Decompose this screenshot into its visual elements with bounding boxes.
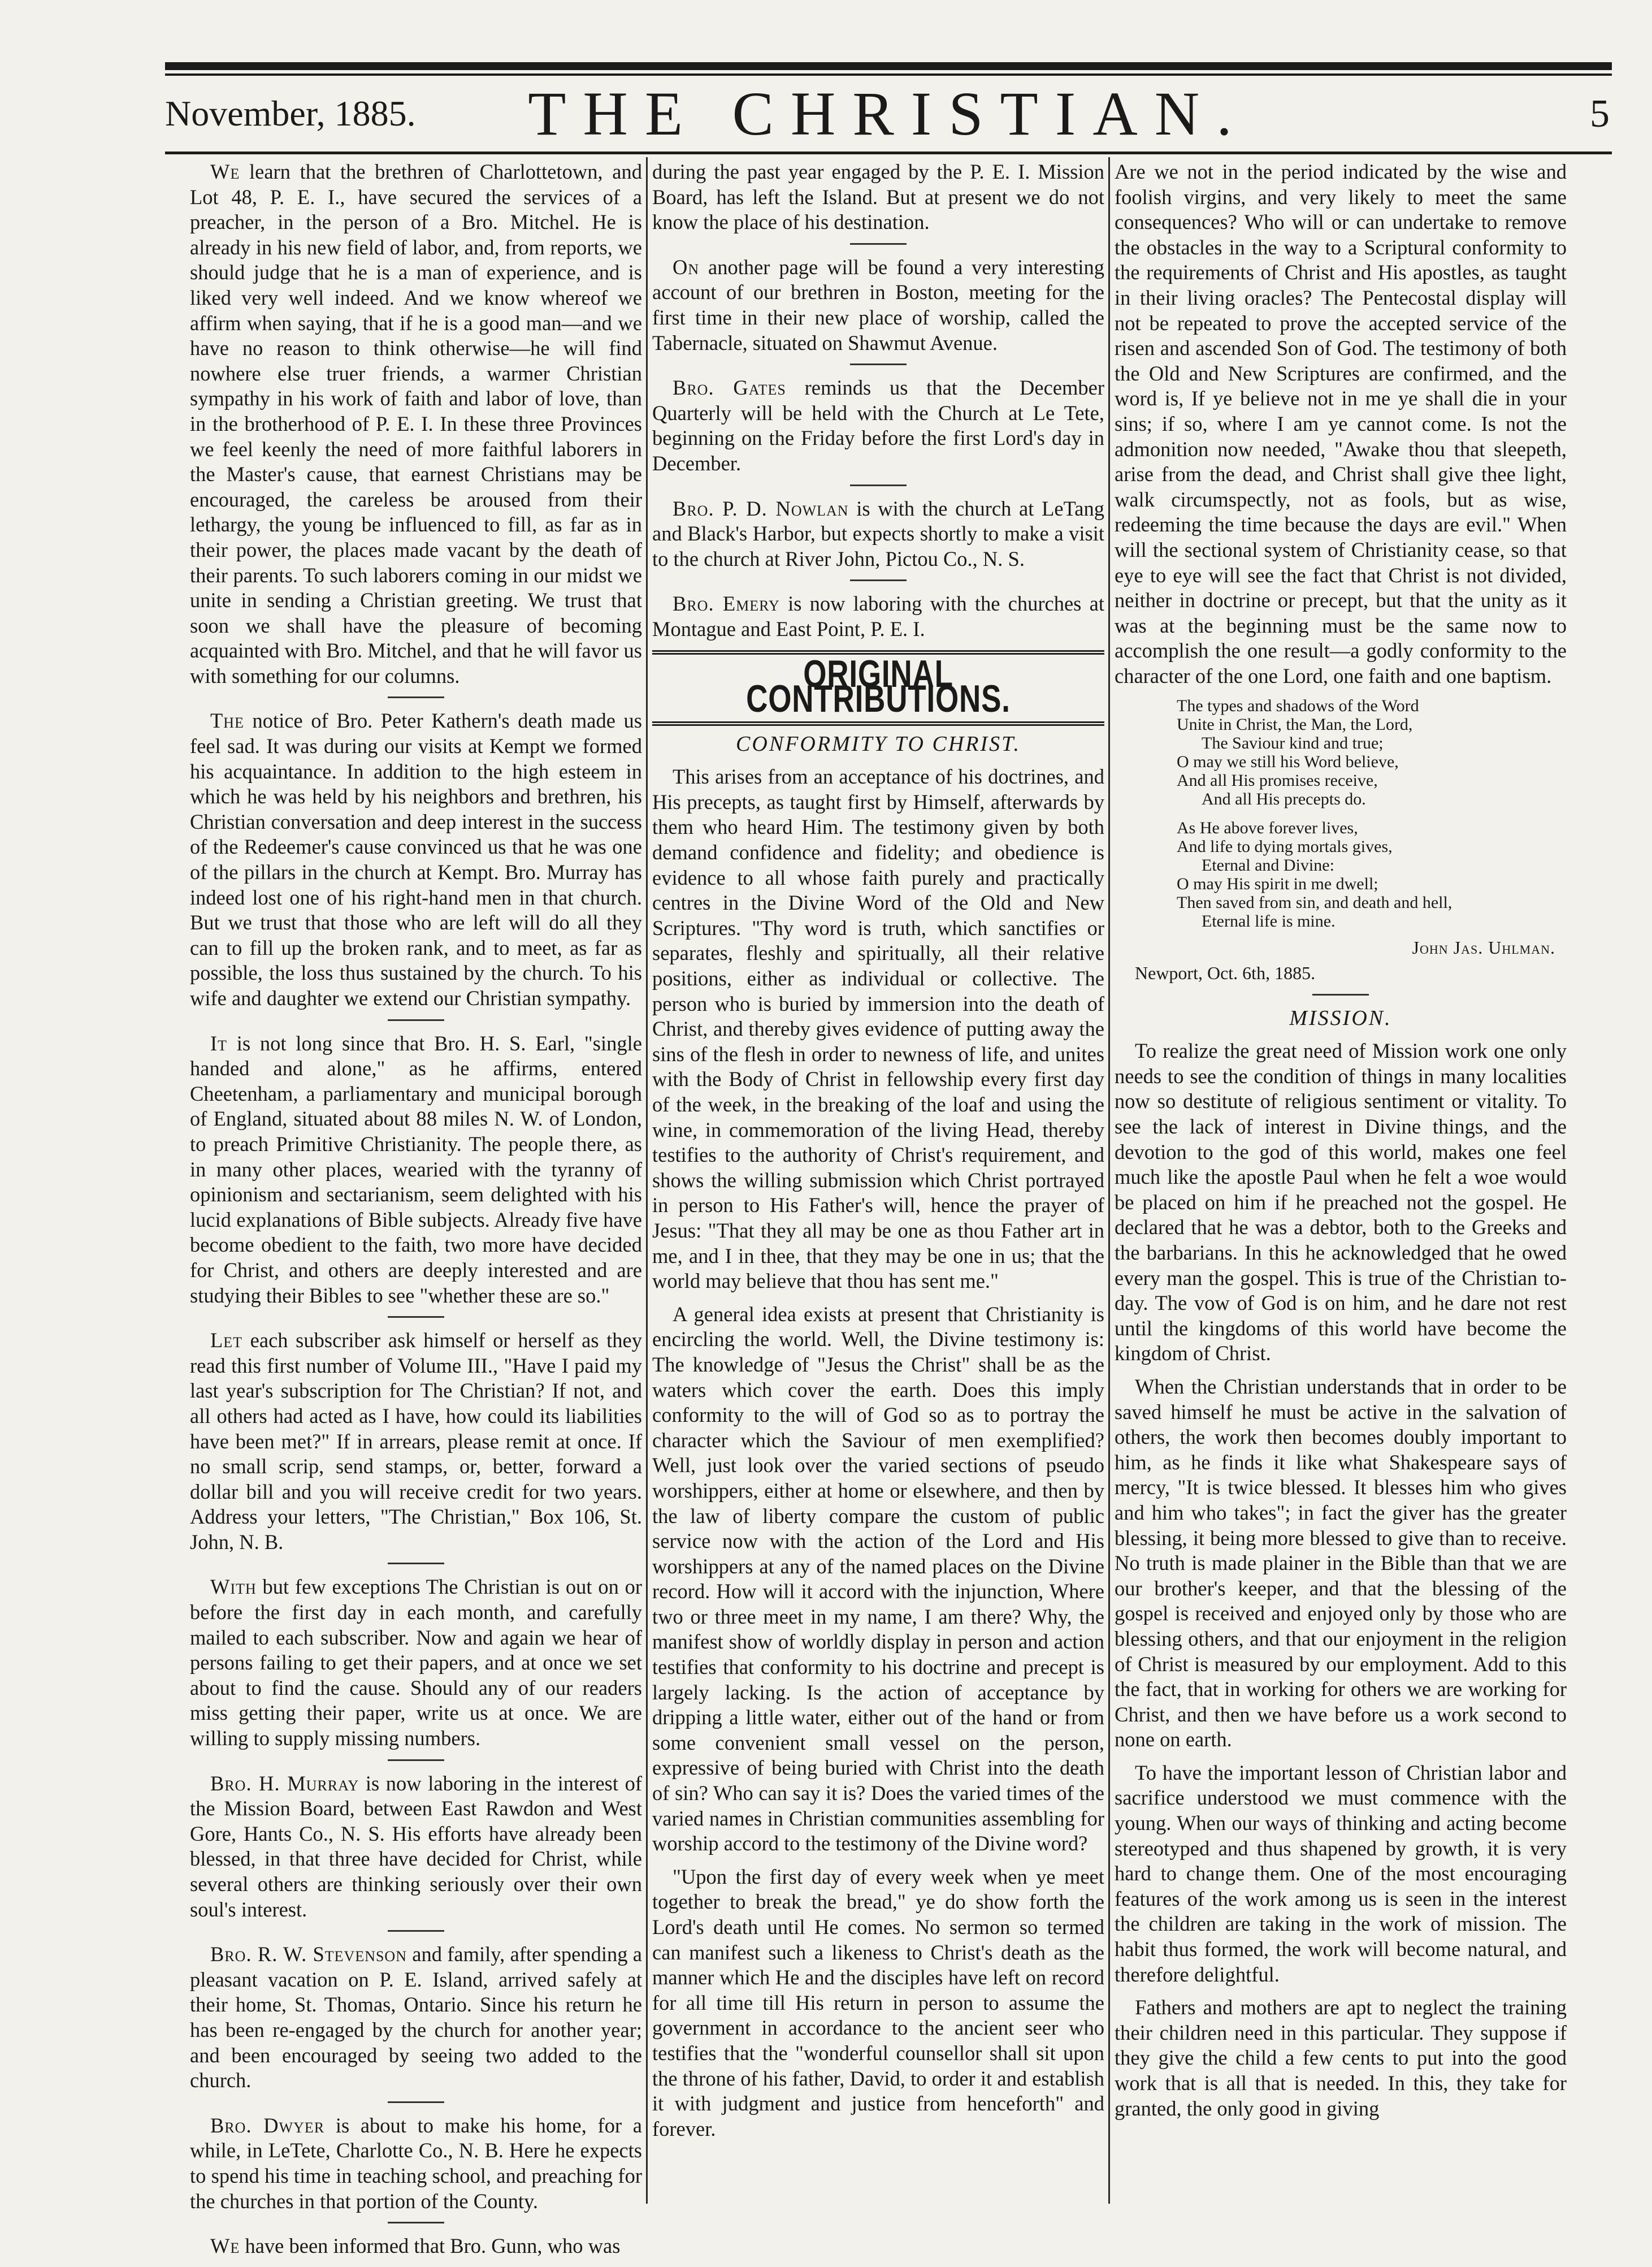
article-paragraph: This arises from an acceptance of his doctrines, and His precepts, as taught first by Himself, afterwards by them who heard Him. The testimony given by both demand confidence and fidelity; and obedience is evidence to all whose faith purely and practically centres in the Divine Word of the Old and New Scriptures. "Thy word is truth, which sanctifies or separates, fleshly and spiritually, all their relative positions, either as individual or collective. The person who is buried by immersion into the death of Christ, and thereby gives evidence of putting away the sins of the flesh in order to newness of life, and unites with the Body of Christ in fellowship every first day of the week, in the breaking of the loaf and using the wine, in commemoration of the living Head, thereby testifies to the authority of Christ's requirement, and shows the willing submission which Christ portrayed in person to His Father's will, hence the prayer of Jesus: "That they all may be one as thou Father art in me, and I in thee, that they may be one in us; that the world may believe that thou has sent me." [652,765,1104,1293]
column-3 [1115,159,1567,2129]
news-item: Let each subscriber ask himself or herself as they read this first number of Volume III., "Have I paid my last year's subscription for The Christian? If not, and all others had acted as I have, how could its liabilities have been met?" If in arrears, please remit at once. If no small scrip, send stamps, or, better, forward a dollar bill and you will receive credit for two years. Address your letters, "The Christian," Box 106, St. John, N. B. [190,1329,642,1554]
article-paragraph: When the Christian understands that in order to be saved himself he must be active in the salvation of others, the work then becomes doubly important to him, as he finds it like what Shakespeare says of mercy, "It is twice blessed. It blesses him who gives and him who takes"; in fact the giver has the greater blessing, it being more blessed to give than to receive. No truth is made plainer in the Bible than that we are our brother's keeper, and that the blessing of the gospel is received and enjoyed only by those who are blessing others, and that our enjoyment in the religion of Christ is measured by our employment. Add to this the fact, that in working for others we are working for Christ, and then we have before us a work second to none on earth. [1115,1374,1567,1751]
masthead-bottom-rule [165,152,1612,154]
item-separator [388,2222,444,2223]
masthead-top-rule [165,62,1612,70]
article-paragraph: Fathers and mothers are apt to neglect the training their children need in this particular. They suppose if they give the child a few cents to put into the good work that is all that is needed. In this, they take for granted, the only good in giving [1115,1996,1567,2120]
column-divider [1108,157,1110,2204]
item-separator [388,2101,444,2103]
news-item: Bro. H. Murray is now laboring in the interest of the Mission Board, between East Rawdon and West Gore, Hants Co., N. S. His efforts have already been blessed, in that three have decided for Christ, while several others are thinking seriously over their own soul's interest. [190,1771,642,1921]
article-title: CONFORMITY TO CHRIST. [736,732,1021,756]
masthead [165,78,1612,152]
masthead-top-rule-thin [165,73,1612,76]
article-paragraph: "Upon the first day of every week when ye meet together to break the bread," ye do show forth the Lord's death until He comes. No sermon so termed can manifest such a likeness to Christ's death as the manner which He and the disciples have left on record for all time till His return in person to assume the government in accordance to the ancient seer who testifies that the "wonderful counsellor shall sit upon the throne of his father, David, to order it and establish it with judgment and justice from henceforth" and forever. [652,1864,1104,2140]
news-item-continued: during the past year engaged by the P. E. I. Mission Board, has left the Island. But at present we do not know the place of his destination. [652,160,1104,234]
news-item: With but few exceptions The Christian is out on or before the first day in each month, and carefully mailed to each subscriber. Now and again we hear of persons failing to get their papers, and at once we set about to find the cause. Should any of our readers miss getting their paper, write us at once. We are willing to supply missing numbers. [190,1575,642,1750]
article-paragraph-continued: Are we not in the period indicated by the wise and foolish virgins, and very likely to meet the same consequences? Who will or can undertake to remove the obstacles in the way to a Scriptural conformity to the requirements of Christ and His apostles, as taught in their living oracles? The Pentecostal display will not be repeated to prove the accepted service of the risen and ascended Son of God. The testimony of both the Old and New Scriptures are confirmed, and the word is, If ye believe not in me ye shall die in your sins; if so, where I am ye cannot come. Is not the admonition now needed, "Awake thou that sleepeth, arise from the dead, and Christ shall give thee light, walk circumspectly, not as fools, but as wise, redeeming the time because the days are evil." When will the sectional system of Christianity cease, so that eye to eye will see the fact that Christ is not divided, neither in doctrine or precept, but that the unity as it was at the beginning must be the same now to accomplish the one result—a godly conformity to the character of the one Lord, one faith and one baptism. [1115,160,1567,687]
item-separator [1312,994,1369,996]
item-separator [388,1019,444,1021]
item-separator [850,243,907,245]
news-item: We learn that the brethren of Charlottetown, and Lot 48, P. E. I., have secured the services of a preacher, in the person of a Bro. Mitchel. He is already in his new field of labor, and, from reports, we should judge that he is a man of experience, and is liked very well indeed. And we know whereof we affirm when saying, that if he is a good man—and we have no reason to think otherwise—he will find nowhere else truer friends, a warmer Christian sympathy in his work of faith and labor of love, than in the brotherhood of P. E. I. In these three Provinces we feel keenly the need of more faithful laborers in the Master's cause, that earnest Christians may be encouraged, the careless be aroused from their lethargy, the young be influenced to fill, as far as in their power, the places made vacant by the death of their parents. To such laborers coming in our midst we unite in sending a Christian greeting. We trust that soon we shall have the pleasure of becoming acquainted with Bro. Mitchel, and that he will favor us with something for our columns. [190,160,642,687]
news-item: It is not long since that Bro. H. S. Earl, "single handed and alone," as he affirms, entered Cheetenham, a parliamentary and municipal borough of England, situated about 88 miles N. W. of London, to preach Primitive Christianity. The people there, as in many other places, wearied with the tyranny of opinionism and sectarianism, seem delighted with his lucid explanations of Bible subjects. Already five have become obedient to the faith, two more have decided for Christ, and others are deeply interested and are studying their Bibles to see "whether these are so." [190,1031,642,1307]
article-title: MISSION. [1289,1006,1392,1030]
news-item: Bro. Gates reminds us that the December Quarterly will be held with the Church at Le Tete, beginning on the Friday before the first Lord's day in December. [652,376,1104,475]
item-separator [388,696,444,698]
item-separator [850,364,907,365]
article-paragraph: To realize the great need of Mission work one only needs to see the condition of things in many localities now so destitute of religious sentiment or vitality. To see the lack of interest in Divine things, and the devotion to the god of this world, makes one feel much like the apostle Paul when he felt a woe would be placed on him if he preached not the gospel. He declared that he was a debtor, both to the Greeks and the barbarians. In this he acknowledged that he owed every man the gospel. This is true of the Christian to-day. The vow of God is on him, and he dare not rest until the kingdoms of this world have become the kingdom of Christ. [1115,1039,1567,1365]
item-separator [388,1930,444,1932]
news-item: The notice of Bro. Peter Kathern's death made us feel sad. It was during our visits at Kempt we formed his acquaintance. In addition to the high esteem in which he was held by his neighbors and brethren, his Christian conversation and deep interest in the success of the Redeemer's cause convinced us that he was one of the pillars in the church at Kempt. Bro. Murray has indeed lost one of his right-hand men in that church. But we trust that those who are left will do all they can to fill up the broken rank, and to meet, as far as possible, the loss thus sustained by the church. To his wife and daughter we extend our Christian sympathy. [190,709,642,1010]
item-separator [850,484,907,486]
column-1 [190,159,642,2267]
news-item: Bro. P. D. Nowlan is with the church at LeTang and Black's Harbor, but expects shortly to make a visit to the church at River John, Pictou Co., N. S. [652,496,1105,570]
issue-date: November, 1885. [165,93,416,133]
section-heading: ORIGINAL CONTRIBUTIONS. [652,650,1104,726]
item-separator [388,1316,444,1318]
column-2 [652,159,1104,2149]
author-signature: John Jas. Uhlman. [1412,937,1555,958]
news-item: Bro. R. W. Stevenson and family, after spending a pleasant vacation on P. E. Island, arrived safely at their home, St. Thomas, Ontario. Since his return he has been re-engaged by the church for another year; and been encouraged by seeing two added to the church. [190,1942,642,2092]
news-item: On another page will be found a very interesting account of our brethren in Boston, meeting for the first time in their new place of worship, called the Tabernacle, situated on Shawmut Avenue. [652,255,1104,354]
poem: The types and shadows of the Word Unite in Christ, the Man, the Lord, The Saviour kind and true; O may we still his Word believe, And all His promises receive, And all His precepts do. As He above forever lives, And life to dying mortals gives, Eternal and Divine: O may His spirit in me dwell; Then saved from sin, and death and hell, Eternal life is mine. [1177,696,1452,931]
article-paragraph: A general idea exists at present that Christianity is encircling the world. Well, the Divine testimony is: The knowledge of "Jesus the Christ" shall be as the waters which cover the earth. Does this imply conformity to the will of God so as to portray the character which the Saviour of men exemplified? Well, just look over the varied sections of pseudo worshippers, either at home or elsewhere, and then by the law of liberty compare the custom of public service now with the action of the Lord and His worshippers at any of the named places on the Divine record. How will it accord with the injunction, Where two or three meet in my name, I am there? Why, the manifest show of worldly display in person and action testifies that conformity to his doctrine and precept is largely lacking. Is the action of acceptance by dripping a little water, either out of the hand or from some convenient small vessel on the person, expressive of being buried with Christ into the death of sin? Who can say it is? Does the varied times of the varied names in Christian communities assembling for worship accord to the testimony of the Divine word? [652,1302,1104,1855]
dateline: Newport, Oct. 6th, 1885. [1135,963,1316,984]
news-item: Bro. Emery is now laboring with the churches at Montague and East Point, P. E. I. [652,592,1104,641]
news-item: We have been informed that Bro. Gunn, who was [210,2234,621,2258]
item-separator [850,579,907,581]
article-paragraph: To have the important lesson of Christian labor and sacrifice understood we must commence with the young. When our ways of thinking and acting become stereotyped and thus shapened by growth, it is very hard to change them. One of the most encouraging features of the work among us is seen in the interest the children are taking in the work of mission. The habit thus formed, the work will become natural, and therefore delightful. [1115,1760,1567,1986]
column-divider [646,157,648,2204]
item-separator [388,1759,444,1761]
item-separator [388,1563,444,1564]
news-item: Bro. Dwyer is about to make his home, for a while, in LeTete, Charlotte Co., N. B. Here he expects to spend his time in teaching school, and preaching for the churches in that portion of the County. [190,2113,642,2213]
newspaper-title: THE CHRISTIAN. [528,79,1249,148]
page-number: 5 [1590,92,1610,136]
